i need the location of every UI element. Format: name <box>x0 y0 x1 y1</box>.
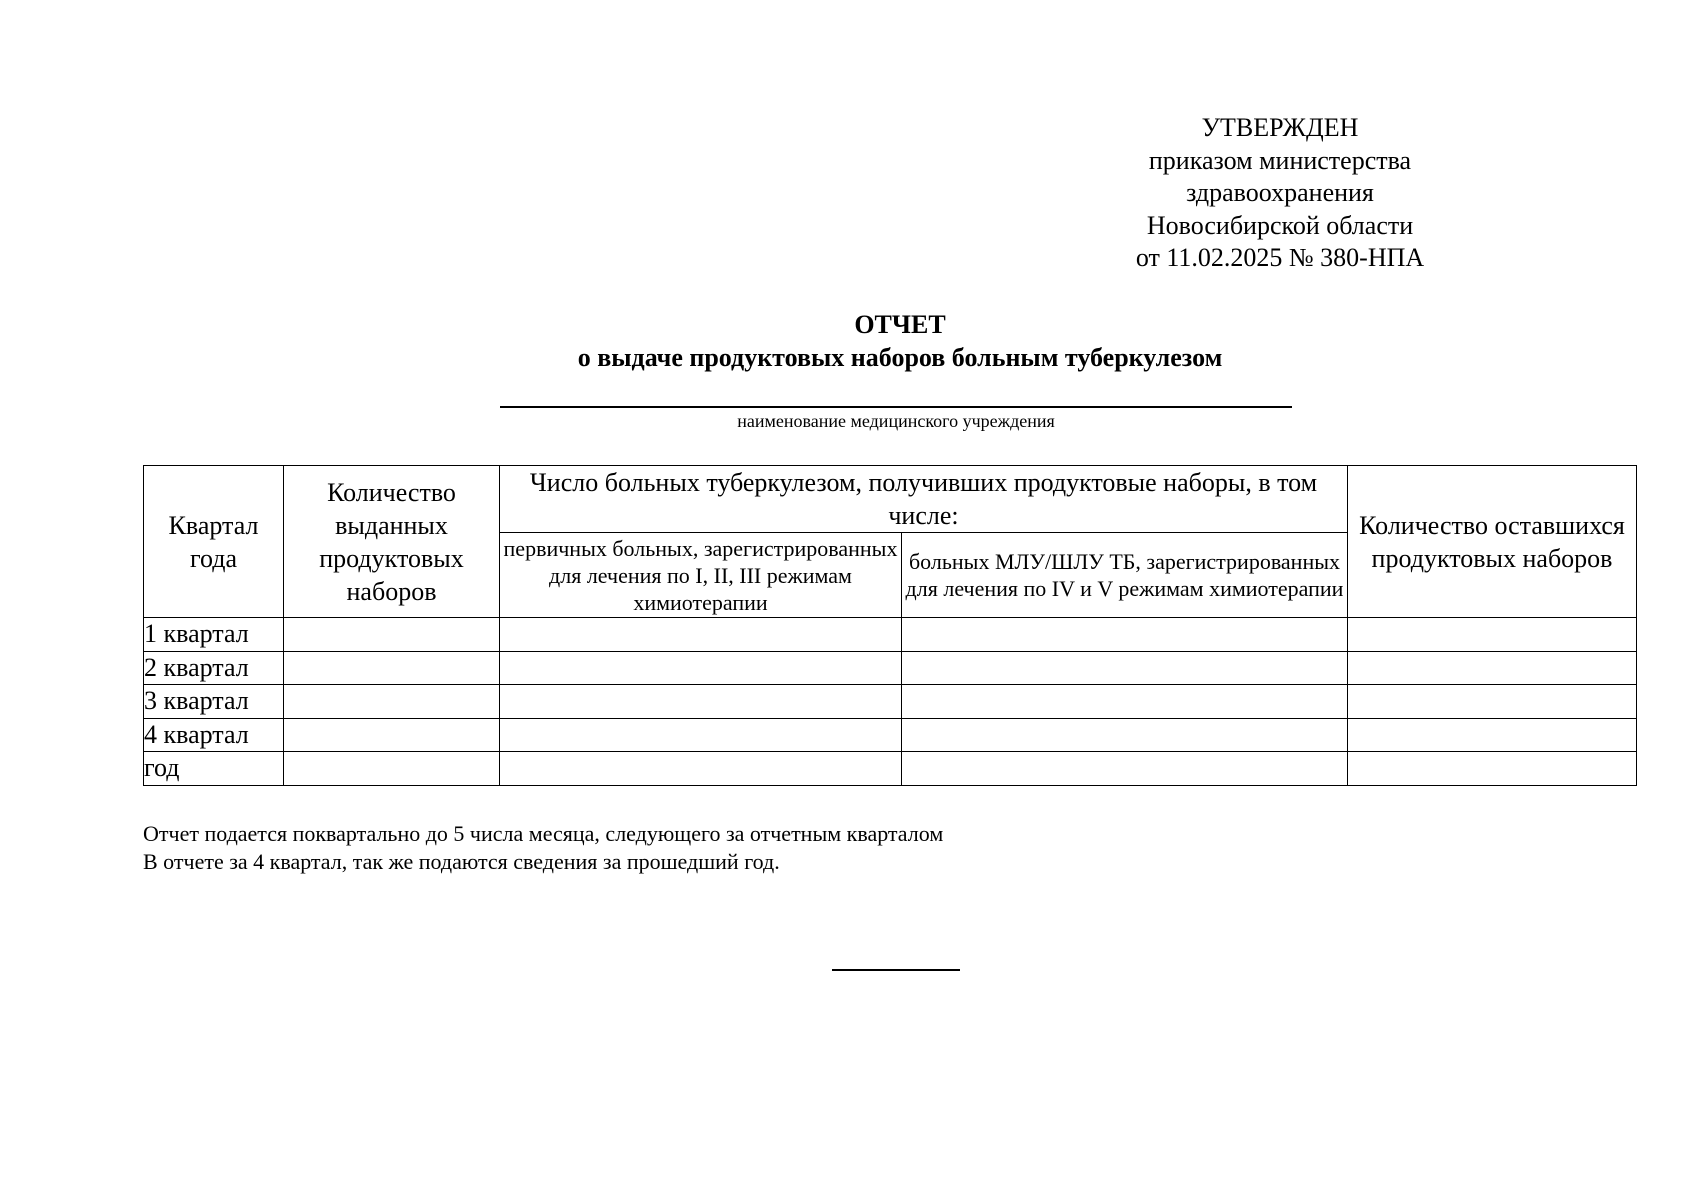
cell-issued <box>284 651 500 685</box>
cell-remaining <box>1348 618 1637 652</box>
cell-mdr <box>902 685 1348 719</box>
cell-remaining <box>1348 752 1637 786</box>
title-main: ОТЧЕТ <box>854 310 946 339</box>
cell-mdr <box>902 752 1348 786</box>
cell-remaining <box>1348 685 1637 719</box>
table-row <box>144 651 1637 685</box>
approval-line: от 11.02.2025 № 380-НПА <box>1135 243 1425 272</box>
cell-primary <box>500 752 902 786</box>
cell-issued <box>284 718 500 752</box>
row-label: 3 квартал <box>144 685 284 719</box>
cell-issued <box>284 618 500 652</box>
cell-primary <box>500 718 902 752</box>
institution-name-line <box>500 406 1292 408</box>
table-row <box>144 752 1637 786</box>
approval-stamp <box>1090 112 1470 275</box>
title-subtitle: о выдаче продуктовых наборов больным туберкулезом <box>577 343 1223 372</box>
table-row <box>144 718 1637 752</box>
cell-remaining <box>1348 651 1637 685</box>
header-mdr: больных МЛУ/ШЛУ ТБ, зарегистрированных для лечения по IV и V режимам химиотерапии <box>902 533 1348 618</box>
approval-line: Новосибирской области <box>1146 210 1414 240</box>
approval-line: здравоохранения <box>1186 178 1374 207</box>
cell-mdr <box>902 718 1348 752</box>
row-label: 2 квартал <box>144 651 284 685</box>
cell-mdr <box>902 651 1348 685</box>
cell-issued <box>284 685 500 719</box>
cell-primary <box>500 618 902 652</box>
header-quarter: Квартал года <box>144 466 284 618</box>
cell-primary <box>500 685 902 719</box>
approval-line: приказом министерства <box>1148 145 1412 175</box>
row-label: год <box>144 752 284 786</box>
note-line: В отчете за 4 квартал, так же подаются сведения за прошедший год. <box>143 849 780 874</box>
note-line: Отчет подается поквартально до 5 числа месяца, следующего за отчетным кварталом <box>143 821 944 846</box>
header-patients: Число больных туберкулезом, получивших продуктовые наборы, в том числе: <box>500 466 1348 533</box>
row-label: 1 квартал <box>144 618 284 652</box>
approval-line: УТВЕРЖДЕН <box>1201 113 1359 142</box>
institution-caption: наименование медицинского учреждения <box>737 411 1055 431</box>
table-row <box>144 685 1637 719</box>
report-table <box>143 465 1637 786</box>
report-title <box>400 308 1400 374</box>
row-label: 4 квартал <box>144 718 284 752</box>
report-notes <box>143 820 1443 876</box>
cell-mdr <box>902 618 1348 652</box>
table-row <box>144 618 1637 652</box>
header-primary: первичных больных, зарегистрированных для лечения по I, II, III режимам химиотерапии <box>500 533 902 618</box>
cell-primary <box>500 651 902 685</box>
cell-remaining <box>1348 718 1637 752</box>
cell-issued <box>284 752 500 786</box>
end-divider <box>832 969 960 971</box>
header-issued: Количество выданных продуктовых наборов <box>284 466 500 618</box>
header-remaining: Количество оставшихся продуктовых наборов <box>1348 466 1637 618</box>
